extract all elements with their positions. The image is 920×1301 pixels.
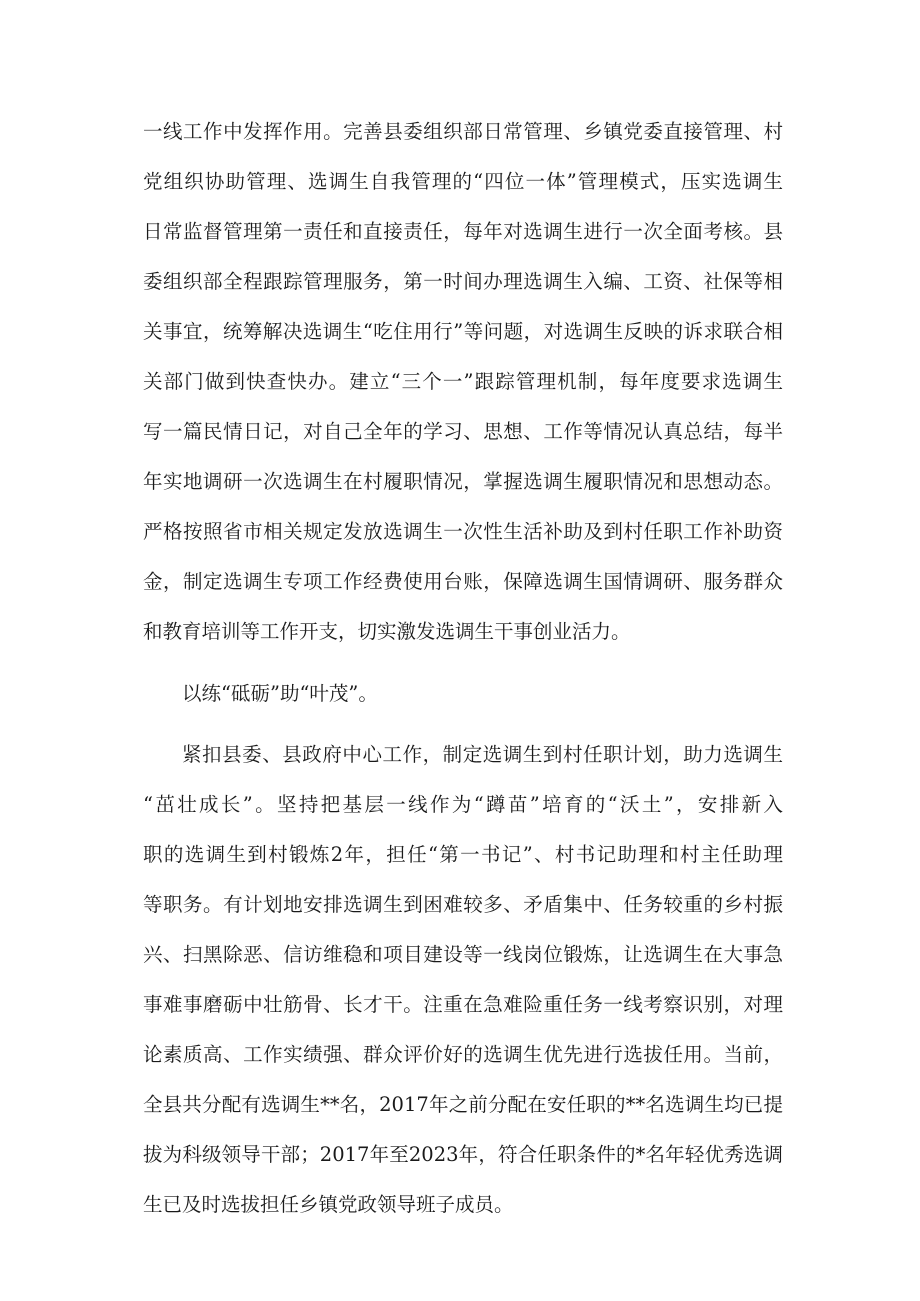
text-line: 年实地调研一次选调生在村履职情况，掌握选调生履职情况和思想动态。 [143,470,783,493]
text-line: “茁壮成长”。坚持把基层一线作为“蹲苗”培育的“沃土”，安排新入 [143,793,783,816]
text-line: 生已及时选拔担任乡镇党政领导班子成员。 [143,1193,514,1216]
text-line: 职的选调生到村锻炼2年，担任“第一书记”、村书记助理和村主任助理 [143,843,783,866]
text-line: 党组织协助管理、选调生自我管理的“四位一体”管理模式，压实选调生 [143,170,783,193]
text-line: 关事宜，统筹解决选调生“吃住用行”等问题，对选调生反映的诉求联合相 [143,320,783,343]
text-line: 论素质高、工作实绩强、群众评价好的选调生优先进行选拔任用。当前， [143,1043,783,1066]
text-line: 日常监督管理第一责任和直接责任，每年对选调生进行一次全面考核。县 [143,220,783,243]
text-line: 拔为科级领导干部；2017年至2023年，符合任职条件的*名年轻优秀选调 [143,1143,783,1166]
text-line: 金，制定选调生专项工作经费使用台账，保障选调生国情调研、服务群众 [143,570,783,593]
text-line: 兴、扫黑除恶、信访维稳和项目建设等一线岗位锻炼，让选调生在大事急 [143,943,783,966]
section-heading: 以练“砥砺”助“叶茂”。 [182,682,378,705]
text-line: 紧扣县委、县政府中心工作，制定选调生到村任职计划，助力选调生 [182,743,783,766]
text-line: 等职务。有计划地安排选调生到困难较多、矛盾集中、任务较重的乡村振 [143,893,783,916]
text-line: 委组织部全程跟踪管理服务，第一时间办理选调生入编、工资、社保等相 [143,270,783,293]
text-line: 关部门做到快查快办。建立“三个一”跟踪管理机制，每年度要求选调生 [143,370,783,393]
text-line: 严格按照省市相关规定发放选调生一次性生活补助及到村任职工作补助资 [143,520,783,543]
text-line: 事难事磨砺中壮筋骨、长才干。注重在急难险重任务一线考察识别，对理 [143,993,783,1016]
text-line: 和教育培训等工作开支，切实激发选调生干事创业活力。 [143,620,631,643]
text-line: 全县共分配有选调生**名，2017年之前分配在安任职的**名选调生均已提 [143,1093,783,1116]
text-line: 写一篇民情日记，对自己全年的学习、思想、工作等情况认真总结，每半 [143,420,783,443]
text-line: 一线工作中发挥作用。完善县委组织部日常管理、乡镇党委直接管理、村 [143,120,783,143]
